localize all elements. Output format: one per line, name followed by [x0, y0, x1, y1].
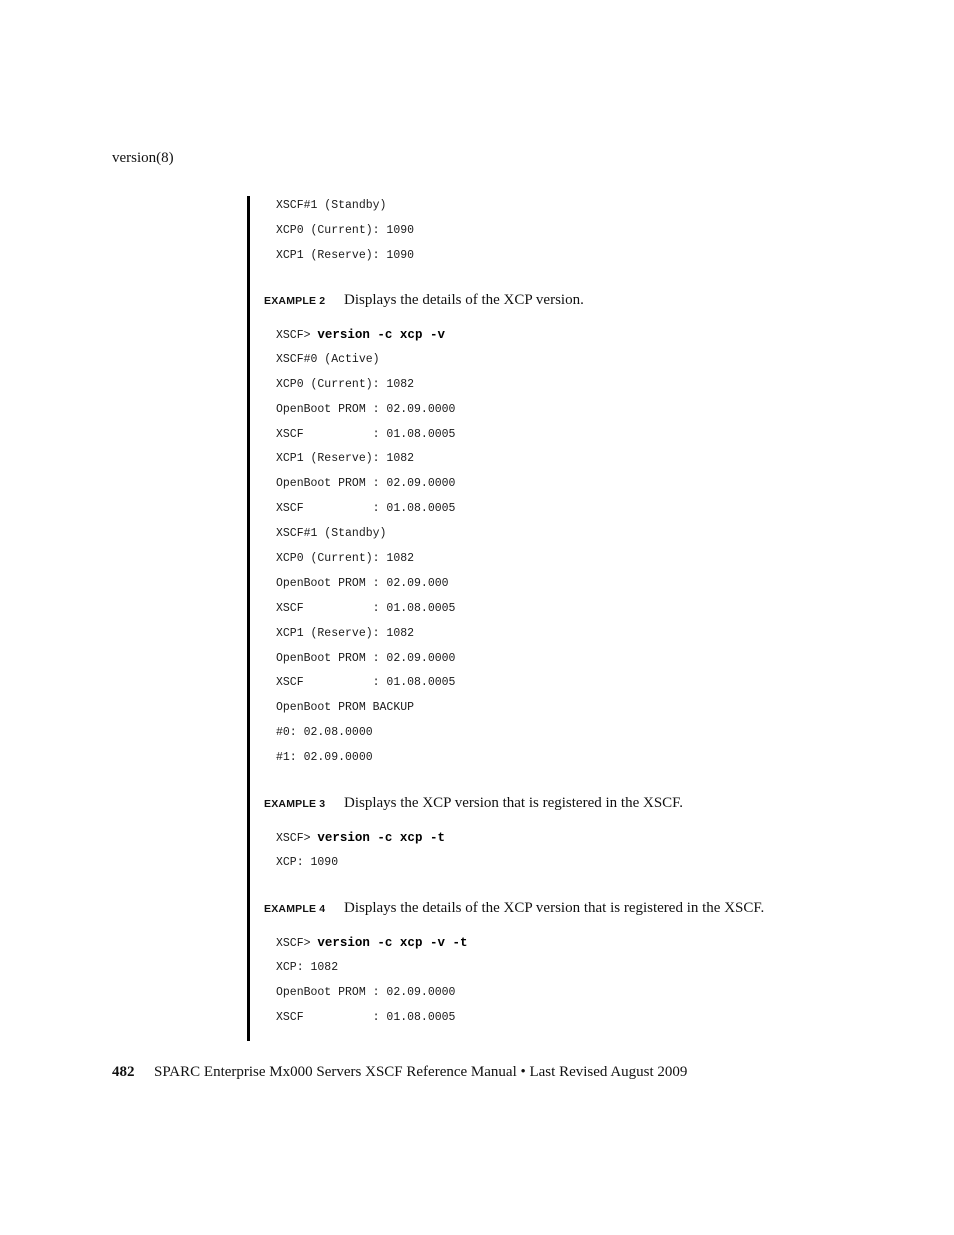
example-label: EXAMPLE 2	[264, 295, 326, 307]
command: version -c xcp -v	[317, 328, 445, 342]
code-line: #1: 02.09.0000	[276, 751, 373, 765]
code-line: XCP0 (Current): 1090	[276, 223, 415, 237]
code-line: #0: 02.08.0000	[276, 726, 373, 740]
footer-text: SPARC Enterprise Mx000 Servers XSCF Reference Manual • Last Revised August 2009	[154, 1064, 688, 1080]
code-line: OpenBoot PROM : 02.09.0000	[276, 985, 456, 999]
prompt: XSCF>	[276, 937, 318, 950]
code-line: OpenBoot PROM : 02.09.000	[276, 576, 449, 590]
code-line: XSCF#1 (Standby)	[276, 199, 387, 212]
code-line: XCP: 1082	[276, 960, 339, 974]
example-description: Displays the details of the XCP version.	[344, 292, 584, 308]
code-line: XCP1 (Reserve): 1090	[276, 248, 415, 262]
code-line: OpenBoot PROM : 02.09.0000	[276, 651, 456, 665]
command: version -c xcp -t	[317, 831, 445, 845]
example-4-heading	[264, 898, 764, 918]
example-label: EXAMPLE 3	[264, 798, 326, 810]
page-footer	[112, 1062, 687, 1082]
code-line: XSCF#1 (Standby)	[276, 527, 387, 541]
example-2-heading	[264, 290, 584, 310]
example-label: EXAMPLE 4	[264, 903, 326, 915]
code-line: XSCF : 01.08.0005	[276, 1010, 456, 1024]
command: version -c xcp -v -t	[317, 936, 468, 950]
example-3-heading	[264, 793, 683, 813]
command-line	[276, 931, 467, 956]
page-number: 482	[112, 1064, 135, 1080]
code-line: XSCF : 01.08.0005	[276, 676, 456, 690]
command-line	[276, 826, 445, 851]
example-description: Displays the XCP version that is registered in the XSCF.	[344, 795, 684, 811]
prompt: XSCF>	[276, 329, 318, 342]
code-line: XCP: 1090	[276, 855, 339, 869]
example-description: Displays the details of the XCP version that is registered in the XSCF.	[344, 900, 765, 916]
code-line: XSCF#0 (Active)	[276, 352, 380, 366]
code-line: XCP1 (Reserve): 1082	[276, 626, 415, 640]
code-line: XSCF : 01.08.0005	[276, 601, 456, 615]
command-line	[276, 323, 455, 348]
code-line: XSCF : 01.08.0005	[276, 427, 456, 441]
prompt: XSCF>	[276, 832, 318, 845]
code-line: XCP1 (Reserve): 1082	[276, 452, 415, 466]
code-block-4	[276, 931, 467, 1031]
code-line: OpenBoot PROM : 02.09.0000	[276, 477, 456, 491]
code-block-2	[276, 323, 455, 771]
code-block-1	[276, 194, 414, 269]
change-bar	[247, 196, 250, 1041]
code-line: OpenBoot PROM : 02.09.0000	[276, 402, 456, 416]
code-block-3	[276, 826, 445, 876]
code-line: OpenBoot PROM BACKUP	[276, 701, 415, 715]
code-line: XSCF : 01.08.0005	[276, 502, 456, 516]
running-head: version(8)	[112, 150, 174, 166]
code-line: XCP0 (Current): 1082	[276, 552, 415, 566]
code-line: XCP0 (Current): 1082	[276, 377, 415, 391]
